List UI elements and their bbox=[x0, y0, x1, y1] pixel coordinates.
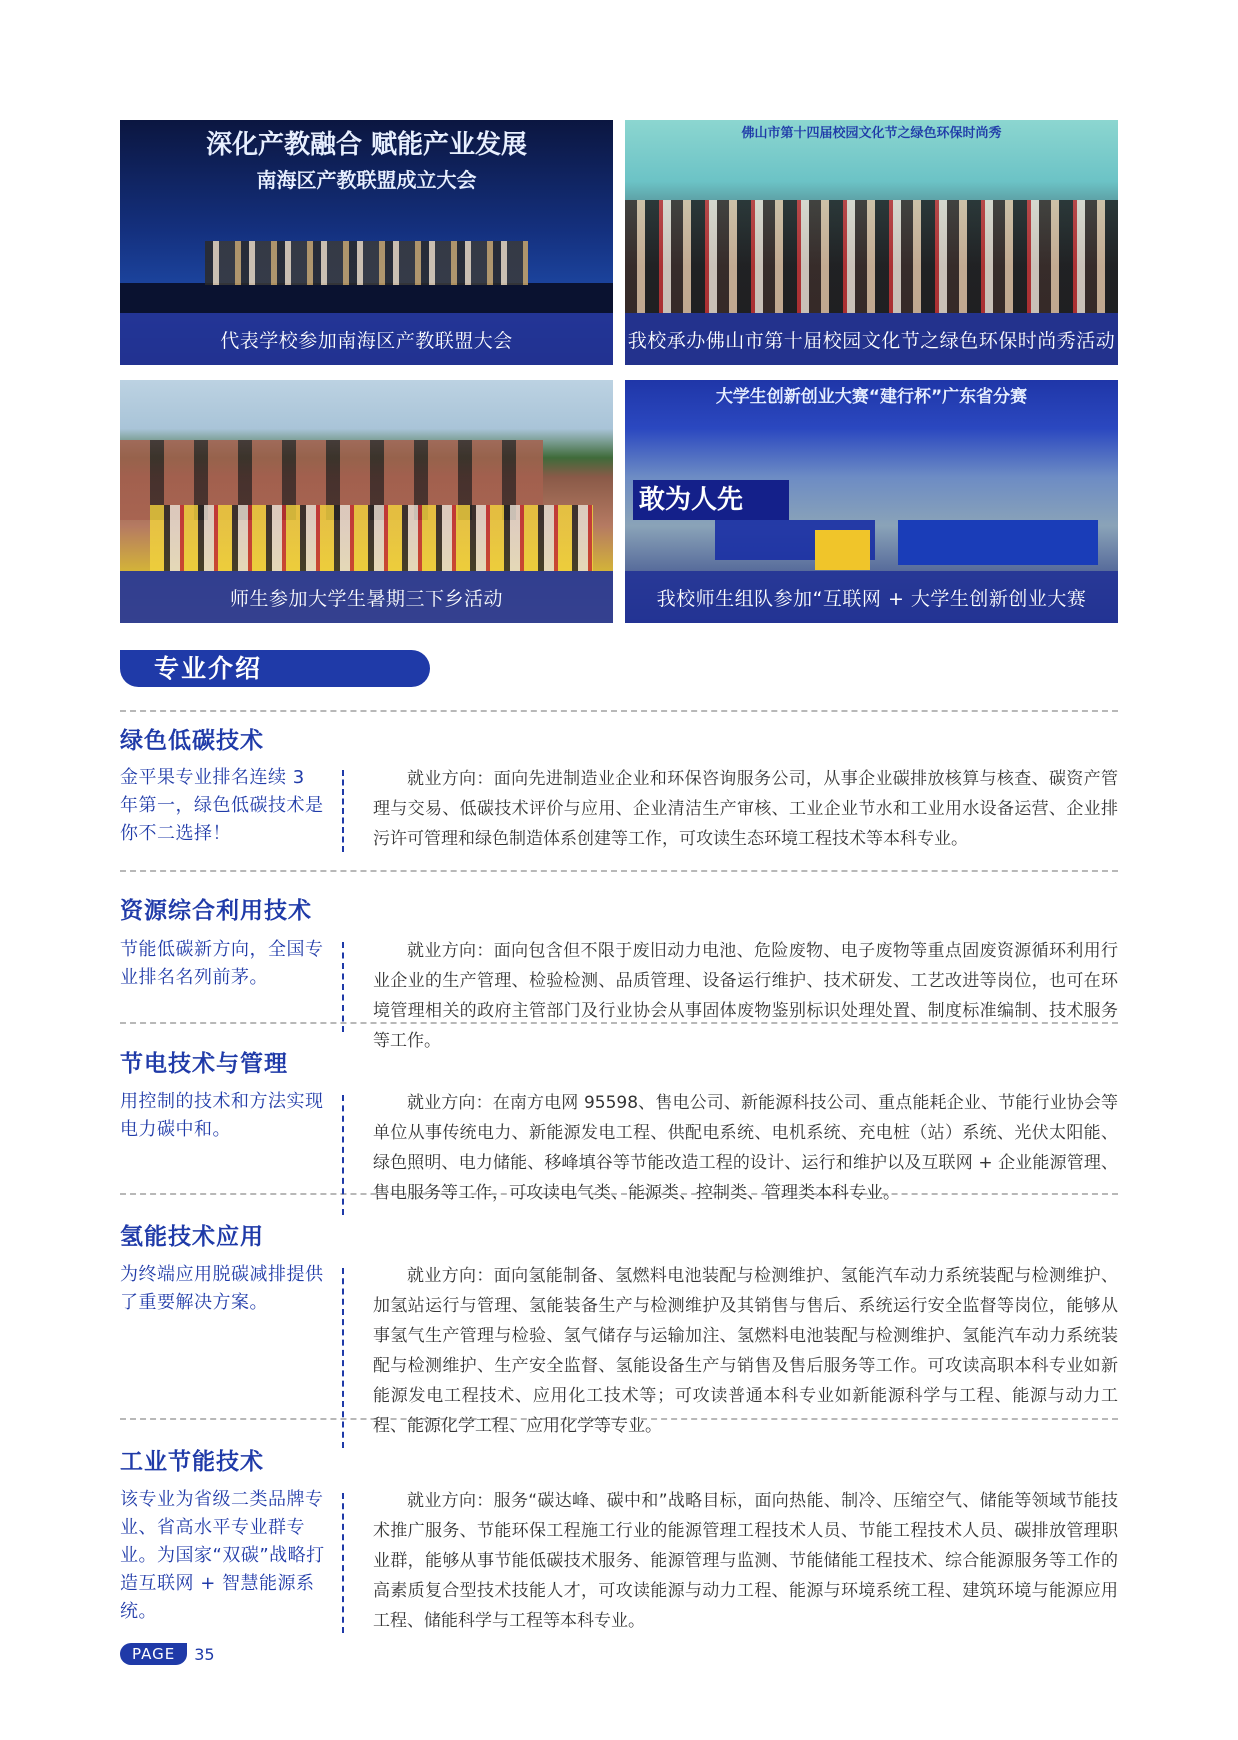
photo-stage bbox=[120, 283, 613, 313]
divider bbox=[120, 710, 1118, 712]
photo-overlay-subtitle: 南海区产教联盟成立大会 bbox=[256, 168, 477, 192]
photo-overlay-title: 佛山市第十四届校园文化节之绿色环保时尚秀 bbox=[741, 126, 1002, 141]
major-divider-line bbox=[342, 1095, 344, 1215]
page-number: 35 bbox=[194, 1644, 215, 1664]
major-slogan: 金平果专业排名连续 3 年第一，绿色低碳技术是你不二选择！ bbox=[120, 767, 324, 844]
major-divider-line bbox=[342, 770, 344, 852]
major-name: 绿色低碳技术 bbox=[120, 728, 264, 754]
major-divider-line bbox=[342, 1268, 344, 1448]
photo-crowd bbox=[625, 200, 1118, 313]
page-footer bbox=[120, 1643, 215, 1665]
photo-banner-shape bbox=[815, 530, 870, 570]
divider bbox=[120, 870, 1118, 872]
photo-banner-text: 敢为人先 bbox=[633, 480, 789, 520]
photo-people bbox=[205, 241, 528, 285]
major-divider-line bbox=[342, 1493, 344, 1633]
photo-caption: 我校承办佛山市第十届校园文化节之绿色环保时尚秀活动 bbox=[625, 313, 1118, 365]
section-title: 专业介绍 bbox=[120, 650, 430, 687]
major-name: 资源综合利用技术 bbox=[120, 898, 312, 924]
major-item bbox=[120, 1218, 1118, 1436]
major-item bbox=[120, 722, 1118, 862]
photo-banner-shape bbox=[898, 520, 1098, 565]
major-item bbox=[120, 892, 1118, 1051]
major-item bbox=[120, 1443, 1118, 1633]
major-slogan: 该专业为省级二类品牌专业、省高水平专业群专业。为国家“双碳”战略打造互联网 + 智慧能源系统。 bbox=[120, 1489, 325, 1622]
major-item bbox=[120, 1045, 1118, 1203]
photo-overlay-title: 大学生创新创业大赛“建行杯”广东省分赛 bbox=[715, 387, 1028, 407]
major-slogan: 用控制的技术和方法实现电力碳中和。 bbox=[120, 1091, 324, 1140]
major-description: 就业方向：面向氢能制备、氢燃料电池装配与检测维护、氢能汽车动力系统装配与检测维护、加氢站运行与管理、氢能装备生产与检测维护及其销售与售后、系统运行安全监督等岗位，能够从事氢气生产管理与检验、氢气储存与运输加注、氢燃料电池装配与检测维护、氢能汽车动力系统装配与检测维护、生产安全监督、氢能设备生产与销售及售后服务等工作。可攻读高职本科专业如新能源发电工程技术、应用化工技术等；可攻读普通本科专业如新能源科学与工程、能源与动力工程、能源化学工程、应用化学等专业。 bbox=[373, 1266, 1118, 1436]
photo-caption: 师生参加大学生暑期三下乡活动 bbox=[120, 571, 613, 623]
photo-caption: 代表学校参加南海区产教联盟大会 bbox=[120, 313, 613, 365]
major-name: 工业节能技术 bbox=[120, 1449, 264, 1475]
photo-caption: 我校师生组队参加“互联网 + 大学生创新创业大赛 bbox=[625, 571, 1118, 623]
photo-overlay-title: 深化产教融合 赋能产业发展 bbox=[205, 130, 528, 160]
photo-crowd bbox=[150, 505, 593, 571]
major-slogan: 节能低碳新方向，全国专业排名名列前茅。 bbox=[120, 939, 324, 988]
major-description: 就业方向：在南方电网 95598、售电公司、新能源科技公司、重点能耗企业、节能行业协会等单位从事传统电力、新能源发电工程、供配电系统、电机系统、充电桩（站）系统、光伏太阳能、绿色照明、电力储能、移峰填谷等节能改造工程的设计、运行和维护以及互联网 + 企业能源管理、售电服务等工作，可攻读电气类、能源类、控制类、管理类本科专业。 bbox=[373, 1093, 1118, 1203]
major-description: 就业方向：服务“碳达峰、碳中和”战略目标，面向热能、制冷、压缩空气、储能等领域节能技术推广服务、节能环保工程施工行业的能源管理工程技术人员、节能工程技术人员、碳排放管理职业群，能够从事节能低碳技术服务、能源管理与监测、节能储能工程技术、综合能源服务等工作的高素质复合型技术技能人才，可攻读能源与动力工程、能源与环境系统工程、建筑环境与能源应用工程、储能科学与工程等本科专业。 bbox=[373, 1491, 1118, 1631]
photo-industry-alliance bbox=[120, 120, 613, 365]
photo-fashion-show bbox=[625, 120, 1118, 365]
major-divider-line bbox=[342, 942, 344, 1032]
photo-rural-activity bbox=[120, 380, 613, 623]
major-description: 就业方向：面向包含但不限于废旧动力电池、危险废物、电子废物等重点固废资源循环利用行业企业的生产管理、检验检测、品质管理、设备运行维护、技术研发、工艺改进等岗位，也可在环境管理相关的政府主管部门及行业协会从事固体废物鉴别标识处理处置、制度标准编制、技术服务等工作。 bbox=[373, 941, 1118, 1051]
photo-innovation-contest bbox=[625, 380, 1118, 623]
major-description: 就业方向：面向先进制造业企业和环保咨询服务公司，从事企业碳排放核算与核查、碳资产管理与交易、低碳技术评价与应用、企业清洁生产审核、工业企业节水和工业用水设备运营、企业排污许可管理和绿色制造体系创建等工作，可攻读生态环境工程技术等本科专业。 bbox=[373, 769, 1118, 849]
major-slogan: 为终端应用脱碳减排提供了重要解决方案。 bbox=[120, 1264, 324, 1313]
page-label: PAGE bbox=[120, 1643, 187, 1665]
major-name: 氢能技术应用 bbox=[120, 1224, 264, 1250]
major-name: 节电技术与管理 bbox=[120, 1051, 288, 1077]
